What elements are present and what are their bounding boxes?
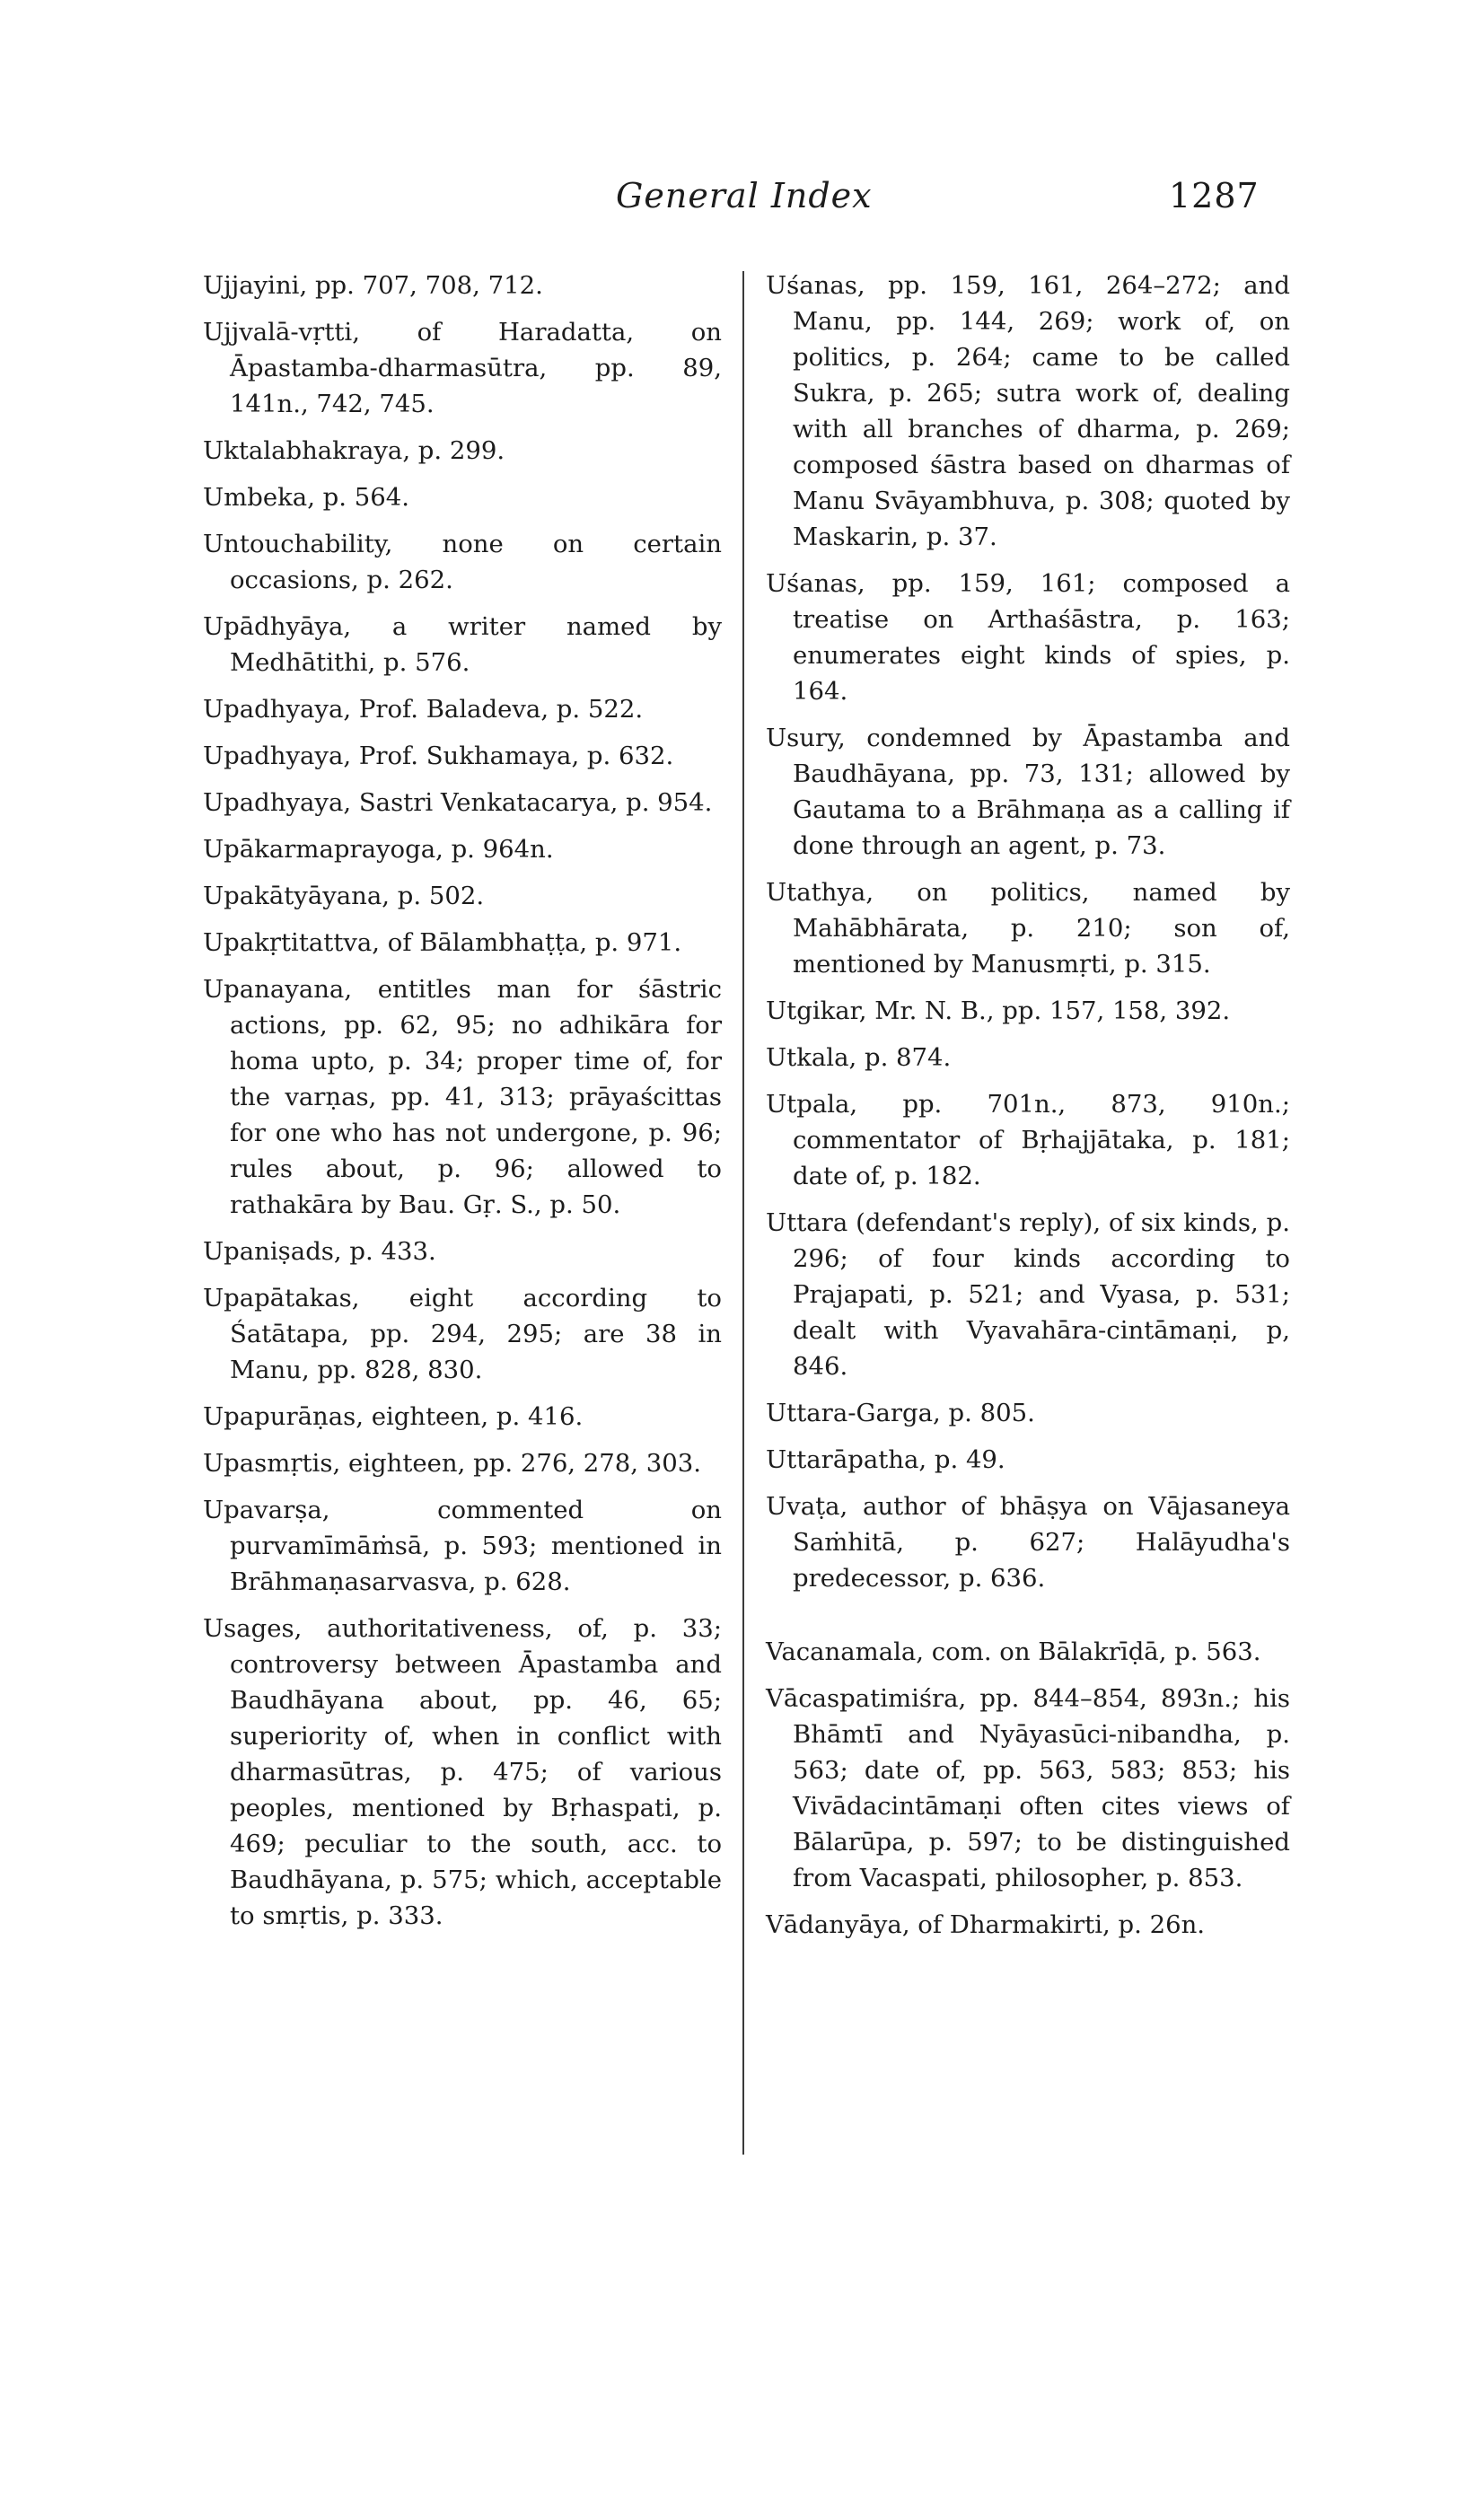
index-entry: Ujjayini, pp. 707, 708, 712. bbox=[203, 271, 543, 300]
index-entry: Ujjvalā-vṛtti, of Haradatta, on Āpastamba-dharmasūtra, pp. 89, 141n., 742, 745. bbox=[203, 318, 722, 418]
index-entry: Upākarmaprayoga, p. 964n. bbox=[203, 835, 554, 864]
index-entry: Uttara-Garga, p. 805. bbox=[766, 1399, 1035, 1427]
index-entry: Uttarāpatha, p. 49. bbox=[766, 1445, 1005, 1474]
index-entry: Utpala, pp. 701n., 873, 910n.; commentator of Bṛhajjātaka, p. 181; date of, p. 182. bbox=[766, 1090, 1290, 1190]
index-entry: Uśanas, pp. 159, 161, 264–272; and Manu, pp. 144, 269; work of, on politics, p. 264; came to be called Sukra, p. 265; sutra work of, dealing with all branches of dharma, p. 269; composed śāstra based on dharmas of Manu Svāyambhuva, p. 308; quoted by Maskarin, p. 37. bbox=[766, 271, 1290, 551]
index-column-right bbox=[766, 268, 1290, 1953]
page-number: 1287 bbox=[1169, 176, 1260, 215]
index-entry: Vacanamala, com. on Bālakrīḍā, p. 563. bbox=[766, 1637, 1261, 1666]
index-entry: Upadhyaya, Prof. Sukhamaya, p. 632. bbox=[203, 742, 674, 770]
index-entry: Umbeka, p. 564. bbox=[203, 483, 409, 512]
index-entry: Uśanas, pp. 159, 161; composed a treatise on Arthaśāstra, p. 163; enumerates eight kinds of spies, p. 164. bbox=[766, 569, 1290, 706]
index-entry: Upadhyaya, Sastri Venkatacarya, p. 954. bbox=[203, 788, 713, 817]
index-entry: Untouchability, none on certain occasions, p. 262. bbox=[203, 530, 722, 594]
index-entry: Upakṛtitattva, of Bālambhaṭṭa, p. 971. bbox=[203, 928, 682, 957]
page-header bbox=[0, 176, 1484, 230]
index-entry: Vādanyāya, of Dharmakirti, p. 26n. bbox=[766, 1910, 1206, 1939]
index-entry: Upaniṣads, p. 433. bbox=[203, 1237, 436, 1266]
index-entry: Upavarṣa, commented on purvamīmāṁsā, p. 593; mentioned in Brāhmaṇasarvasva, p. 628. bbox=[203, 1496, 722, 1596]
index-entry: Upanayana, entitles man for śāstric actions, pp. 62, 95; no adhikāra for homa upto, p. 34; proper time of, for the varṇas, pp. 41, 313; prāyaścittas for one who has not undergone, p. 96; rules about, p. 96; allowed to rathakāra by Bau. Gṛ. S., p. 50. bbox=[203, 975, 722, 1219]
index-entry: Uvaṭa, author of bhāṣya on Vājasaneya Saṁhitā, p. 627; Halāyudha's predecessor, p. 636. bbox=[766, 1492, 1290, 1593]
running-head: General Index bbox=[616, 176, 873, 215]
index-entry: Vācaspatimiśra, pp. 844–854, 893n.; his Bhāmtī and Nyāyasūci-nibandha, p. 563; date of, pp. 563, 583; 853; his Vivādacintāmaṇi often cites views of Bālarūpa, p. 597; to be distinguished from Vacaspati, philosopher, p. 853. bbox=[766, 1684, 1290, 1892]
index-entry: Uttara (defendant's reply), of six kinds, p. 296; of four kinds according to Prajapati, p. 521; and Vyasa, p. 531; dealt with Vyavahāra-cintāmaṇi, p, 846. bbox=[766, 1208, 1290, 1381]
index-column-left bbox=[203, 268, 722, 1945]
index-entry: Upādhyāya, a writer named by Medhātithi, p. 576. bbox=[203, 612, 722, 677]
index-entry: Upapātakas, eight according to Śatātapa, pp. 294, 295; are 38 in Manu, pp. 828, 830. bbox=[203, 1284, 722, 1384]
index-entry: Utathya, on politics, named by Mahābhārata, p. 210; son of, mentioned by Manusmṛti, p. 315. bbox=[766, 878, 1290, 979]
index-entry: Uktalabhakraya, p. 299. bbox=[203, 436, 505, 465]
index-entry: Upakātyāyana, p. 502. bbox=[203, 882, 485, 910]
column-divider bbox=[742, 271, 744, 2155]
index-entry: Upasmṛtis, eighteen, pp. 276, 278, 303. bbox=[203, 1449, 701, 1478]
index-entry: Utkala, p. 874. bbox=[766, 1043, 952, 1072]
index-entry: Upadhyaya, Prof. Baladeva, p. 522. bbox=[203, 695, 644, 724]
index-entry: Usury, condemned by Āpastamba and Baudhāyana, pp. 73, 131; allowed by Gautama to a Brāhmaṇa as a calling if done through an agent, p. 73. bbox=[766, 724, 1290, 860]
index-entry: Upapurāṇas, eighteen, p. 416. bbox=[203, 1402, 584, 1431]
index-entry: Utgikar, Mr. N. B., pp. 157, 158, 392. bbox=[766, 996, 1231, 1025]
index-entry: Usages, authoritativeness, of, p. 33; controversy between Āpastamba and Baudhāyana about, pp. 46, 65; superiority of, when in conflict with dharmasūtras, p. 475; of various peoples, mentioned by Bṛhaspati, p. 469; peculiar to the south, acc. to Baudhāyana, p. 575; which, acceptable to smṛtis, p. 333. bbox=[203, 1614, 722, 1930]
